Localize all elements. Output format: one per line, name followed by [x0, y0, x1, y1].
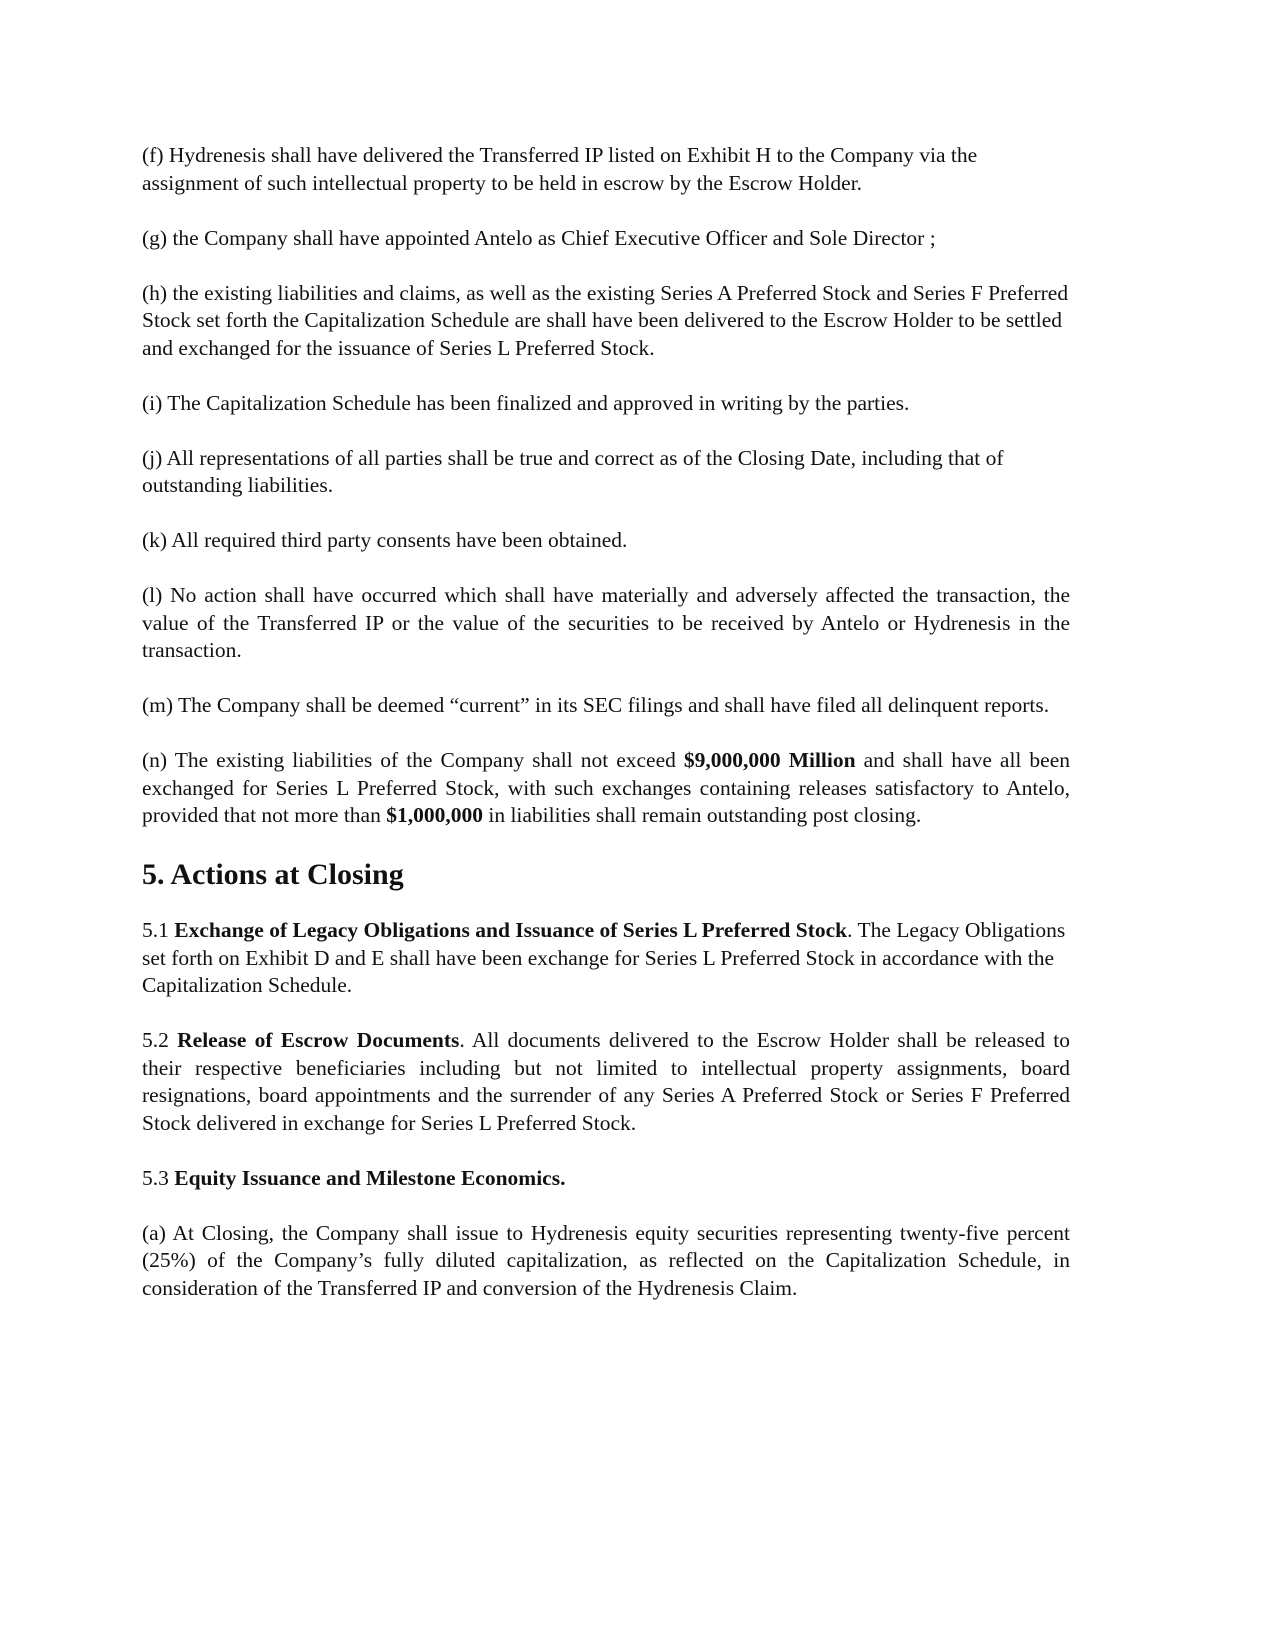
liability-cap-amount: $9,000,000 Million: [683, 748, 856, 772]
section-heading-actions-at-closing: 5. Actions at Closing: [142, 858, 404, 891]
section-5-2-title: Release of Escrow Documents: [177, 1028, 460, 1052]
section-5-1: [142, 917, 1070, 1000]
paragraph-f: (f) Hydrenesis shall have delivered the Transferred IP listed on Exhibit H to the Company via the assignment of such intellectual property to be held in escrow by the Escrow Holder.: [142, 143, 978, 195]
paragraph-n-text-3: in liabilities shall remain outstanding post closing.: [482, 803, 922, 827]
document-page: [142, 142, 1070, 1330]
section-5-2-body: . All documents delivered to the Escrow Holder shall be released to their respective beneficiaries including but not limited to intellectual property assignments, board resignations, board appointments and the surrender of any Series A Preferred Stock or Series F Preferred Stock delivered in exchange for Series L Preferred Stock.: [142, 1028, 1071, 1135]
section-5-2: [142, 1027, 1070, 1137]
paragraph-g: (g) the Company shall have appointed Antelo as Chief Executive Officer and Sole Director ;: [142, 225, 936, 250]
section-5-3-number: 5.3: [142, 1165, 175, 1190]
paragraph-h: (h) the existing liabilities and claims, as well as the existing Series A Preferred Stock and Series F Preferred Stock set forth the Capitalization Schedule are shall have been delivered to the Escrow Holder to be settled and exchanged for the issuance of Series L Preferred Stock.: [142, 280, 1069, 360]
section-5-1-title: Exchange of Legacy Obligations and Issuance of Series L Preferred Stock: [174, 918, 848, 942]
section-5-3-a: (a) At Closing, the Company shall issue to Hydrenesis equity securities representing twenty-five percent (25%) of the Company’s fully diluted capitalization, as reflected on the Capitalization Schedule, in consideration of the Transferred IP and conversion of the Hydrenesis Claim.: [142, 1220, 1070, 1300]
section-5-2-number: 5.2: [142, 1028, 178, 1052]
paragraph-k: (k) All required third party consents have been obtained.: [142, 528, 628, 552]
paragraph-m: (m) The Company shall be deemed “current” in its SEC filings and shall have filed all delinquent reports.: [142, 693, 1050, 717]
paragraph-l: (l) No action shall have occurred which shall have materially and adversely affected the transaction, the value of the Transferred IP or the value of the securities to be received by Antelo or Hydrenesis in the transaction.: [142, 583, 1070, 662]
paragraph-j: (j) All representations of all parties shall be true and correct as of the Closing Date, including that of outstanding liabilities.: [142, 445, 1004, 497]
paragraph-n-text-2: and shall have all been exchanged for Series L Preferred Stock, with such exchanges containing releases satisfactory to Antelo, provided that not more than: [142, 748, 1070, 827]
section-5-3: [142, 1165, 1070, 1193]
paragraph-n: [142, 747, 1070, 830]
paragraph-n-text-1: (n) The existing liabilities of the Company shall not exceed: [142, 748, 684, 772]
section-5-1-body: . The Legacy Obligations set forth on Exhibit D and E shall have been exchange for Series L Preferred Stock in accordance with the Capitalization Schedule.: [142, 918, 1066, 997]
section-5-3-title: Equity Issuance and Milestone Economics.: [174, 1165, 566, 1190]
paragraph-i: (i) The Capitalization Schedule has been finalized and approved in writing by the parties.: [142, 390, 910, 415]
section-5-1-number: 5.1: [142, 918, 175, 942]
outstanding-liability-amount: $1,000,000: [386, 803, 483, 827]
